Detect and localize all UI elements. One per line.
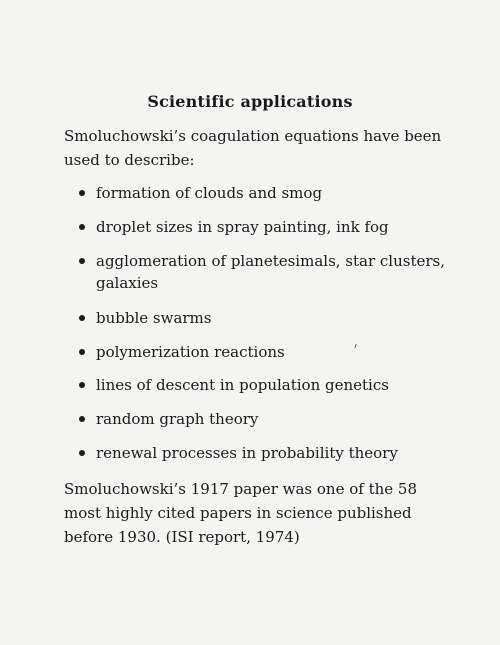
bullet-icon <box>79 349 85 355</box>
list-item-text: bubble swarms <box>96 309 212 327</box>
intro-paragraph: Smoluchowski’s coagulation equations have been used to describe: <box>64 127 442 169</box>
list-item <box>78 307 456 329</box>
list-item-text: random graph theory <box>96 410 259 428</box>
list-item <box>78 216 456 238</box>
list-item <box>78 182 456 204</box>
list-item-text: agglomeration of planetesimals, star clusters, galaxies <box>96 252 446 292</box>
list-item-text: formation of clouds and smog <box>96 184 323 202</box>
list-item <box>78 341 456 363</box>
list-item <box>78 442 456 464</box>
bullet-icon <box>79 224 85 230</box>
list-item <box>78 408 456 430</box>
bullet-icon <box>79 315 85 321</box>
bullet-icon <box>79 258 85 264</box>
bullet-icon <box>79 450 85 456</box>
list-item <box>78 250 456 294</box>
page-title: Scientific applications <box>147 92 353 111</box>
closing-paragraph: Smoluchowski’s 1917 paper was one of the 58 most highly cited papers in science published before 1930. (ISI report, 1974) <box>64 480 417 546</box>
bullet-icon <box>79 416 85 422</box>
list-item-text: droplet sizes in spray painting, ink fog <box>96 218 389 236</box>
list-item-text: renewal processes in probability theory <box>96 444 398 462</box>
list-item <box>78 374 456 396</box>
bullet-icon <box>79 190 85 196</box>
list-item-text: lines of descent in population genetics <box>96 376 389 394</box>
list-item-text: polymerization reactions <box>96 343 285 361</box>
bullet-icon <box>79 382 85 388</box>
